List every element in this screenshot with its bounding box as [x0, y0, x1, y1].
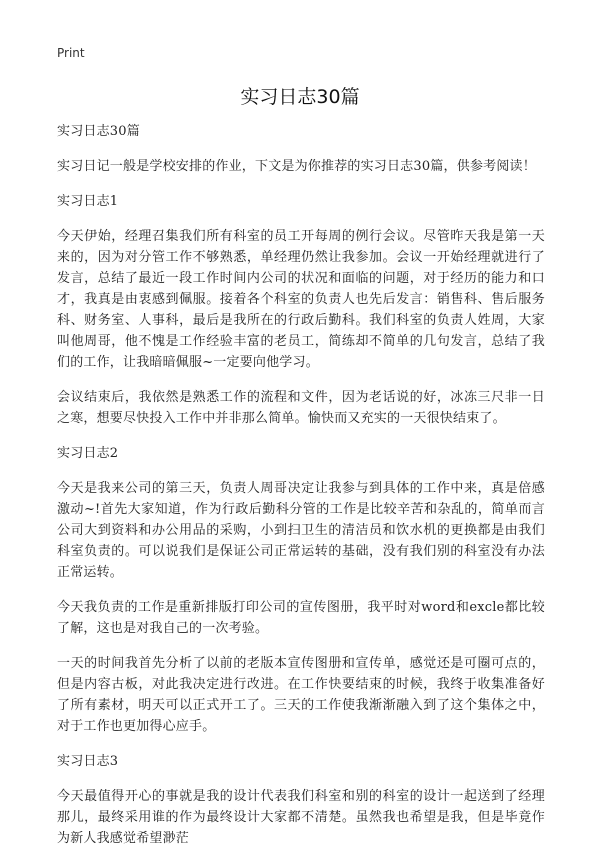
paragraph: 今天伊始，经理召集我们所有科室的员工开每周的例行会议。尽管昨天我是第一天来的，因为对分管工作不够熟悉，单经理仍然让我参加。会议一开始经理就进行了发言，总结了最近一段工作时间内公司的状况和面临的问题，对于经历的能力和口才，我真是由衷感到佩服。接着各个科室的负责人也先后发言：销售科、售后服务科、财务室、人事科，最后是我所在的行政后勤科。我们科室的负责人姓周，大家叫他周哥，他不愧是工作经验丰富的老员工，简练却不简单的几句发言，总结了我们的工作，让我暗暗佩服~一定要向他学习。 [57, 229, 545, 370]
paragraph: 今天最值得开心的事就是我的设计代表我们科室和别的科室的设计一起送到了经理那儿，最终采用谁的作为最终设计大家都不清楚。虽然我也希望是我，但是毕竟作为新人我感觉希望渺茫 [57, 789, 545, 846]
paragraph: 一天的时间我首先分析了以前的老版本宣传图册和宣传单，感觉还是可圈可点的，但是内容古板，对此我决定进行改进。在工作快要结束的时候，我终于收集准备好了所有素材，明天可以正式开工了。三天的工作使我渐渐融入到了这个集体之中，对于工作也更加得心应手。 [57, 656, 545, 734]
section-heading: 实习日志3 [57, 754, 119, 769]
section-heading: 实习日志1 [57, 194, 119, 209]
paragraph: 今天我负责的工作是重新排版打印公司的宣传图册，我平时对word和excle都比较了解，这也是对我自己的一次考验。 [57, 600, 545, 636]
intro-paragraph: 实习日记一般是学校安排的作业，下文是为你推荐的实习日志30篇，供参考阅读！ [57, 159, 536, 174]
print-link[interactable]: Print [57, 46, 85, 60]
paragraph: 今天是我来公司的第三天，负责人周哥决定让我参与到具体的工作中来，真是倍感激动~!首先大家知道，作为行政后勤科分管的工作是比较辛苦和杂乱的，简单而言公司大到资料和办公用品的采购，小到扫卫生的清洁员和饮水机的更换都是由我们科室负责的。可以说我们是保证公司正常运转的基础，没有我们别的科室没有办法正常运转。 [57, 481, 545, 580]
paragraph: 会议结束后，我依然是熟悉工作的流程和文件，因为老话说的好，冰冻三尺非一日之寒，想要尽快投入工作中并非那么简单。愉快而又充实的一天很快结束了。 [57, 390, 545, 426]
article-body [57, 121, 545, 863]
page-title: 实习日志30篇 [240, 86, 360, 108]
section-heading: 实习日志2 [57, 446, 119, 461]
section-heading: 实习日志30篇 [57, 124, 140, 139]
